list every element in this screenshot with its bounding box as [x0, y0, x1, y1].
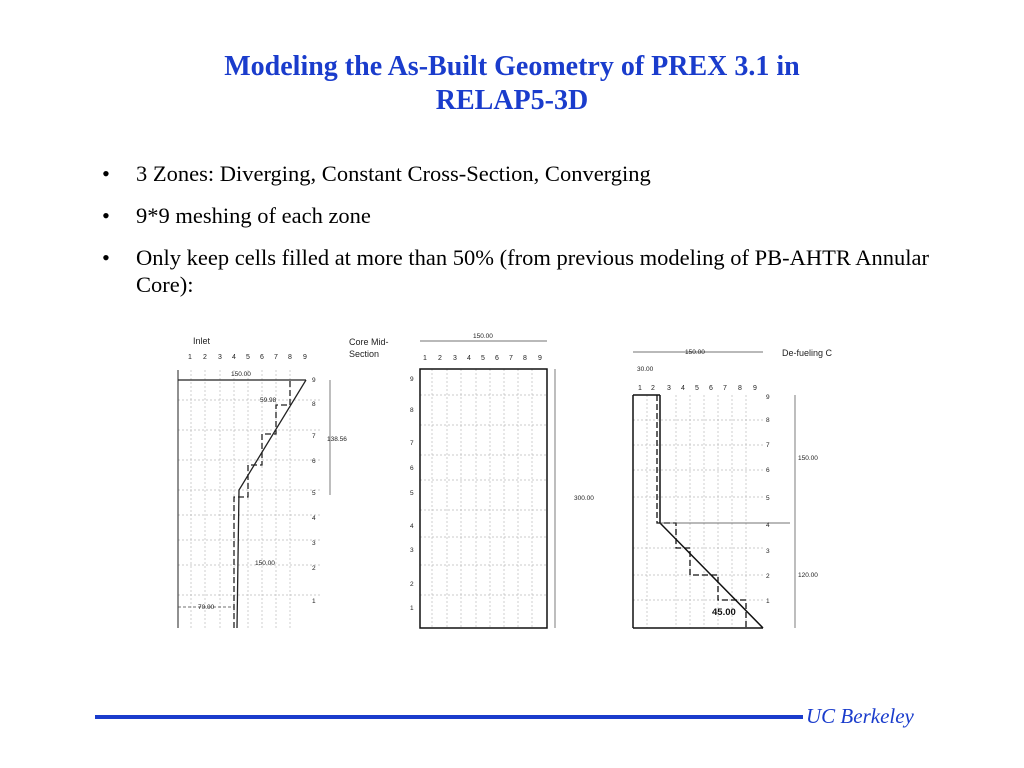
row-label: 8 — [410, 407, 414, 414]
col-label: 5 — [481, 355, 485, 362]
title-line-2: RELAP5-3D — [435, 85, 589, 116]
defuel-grid — [633, 395, 763, 628]
row-label: 2 — [312, 565, 316, 572]
mid-outline — [420, 369, 547, 628]
col-label: 1 — [188, 354, 192, 361]
defuel-col-labels — [638, 385, 757, 392]
footer-text: UC Berkeley — [806, 704, 914, 728]
inlet-cone-boundary — [237, 380, 306, 628]
row-label: 8 — [312, 401, 316, 408]
bullet-item: • 3 Zones: Diverging, Constant Cross-Section, Converging — [100, 160, 940, 187]
col-label: 9 — [753, 385, 757, 392]
col-label: 3 — [453, 355, 457, 362]
mid-row-labels — [410, 376, 414, 612]
col-label: 7 — [274, 354, 278, 361]
inlet-figure — [178, 336, 347, 628]
defuel-staircase — [657, 395, 746, 628]
col-label: 1 — [423, 355, 427, 362]
inlet-dim-cone: 59.98 — [260, 397, 277, 404]
row-label: 1 — [766, 598, 770, 605]
col-label: 8 — [523, 355, 527, 362]
footer-rule — [95, 715, 803, 719]
inlet-dim-inner: 70.00 — [198, 604, 215, 611]
col-label: 3 — [667, 385, 671, 392]
col-label: 5 — [246, 354, 250, 361]
row-label: 6 — [766, 467, 770, 474]
col-label: 4 — [681, 385, 685, 392]
mid-heading-line-2: Section — [349, 349, 380, 359]
inlet-row-labels — [312, 377, 316, 605]
row-label: 2 — [766, 573, 770, 580]
row-label: 7 — [410, 440, 414, 447]
col-label: 4 — [467, 355, 471, 362]
mid-dim-height: 300.00 — [574, 495, 594, 502]
inlet-dim-height: 138.56 — [327, 436, 347, 443]
col-label: 2 — [203, 354, 207, 361]
row-label: 5 — [312, 490, 316, 497]
col-label: 2 — [438, 355, 442, 362]
row-label: 6 — [312, 458, 316, 465]
mid-section-figure — [349, 333, 594, 628]
inlet-heading: Inlet — [193, 336, 211, 346]
inlet-grid — [178, 370, 320, 628]
row-label: 9 — [312, 377, 316, 384]
row-label: 3 — [766, 548, 770, 555]
row-label: 7 — [312, 433, 316, 440]
col-label: 7 — [723, 385, 727, 392]
inlet-col-labels — [188, 354, 307, 361]
mid-grid — [420, 369, 547, 628]
col-label: 4 — [232, 354, 236, 361]
col-label: 7 — [509, 355, 513, 362]
defuel-cone-boundary — [660, 395, 763, 628]
defuel-dim-small: 30.00 — [637, 366, 654, 373]
row-label: 9 — [766, 394, 770, 401]
row-label: 4 — [312, 515, 316, 522]
row-label: 5 — [766, 495, 770, 502]
defuel-dim-upper: 150.00 — [798, 455, 818, 462]
mid-col-labels — [423, 355, 542, 362]
col-label: 6 — [495, 355, 499, 362]
row-label: 4 — [766, 522, 770, 529]
defuel-heading: De-fueling C — [782, 348, 833, 358]
row-label: 1 — [410, 605, 414, 612]
col-label: 8 — [738, 385, 742, 392]
row-label: 3 — [410, 547, 414, 554]
col-label: 9 — [303, 354, 307, 361]
bullet-item: • Only keep cells filled at more than 50% (from previous modeling of PB-AHTR Annular Core): — [100, 244, 940, 298]
row-label: 3 — [312, 540, 316, 547]
col-label: 8 — [288, 354, 292, 361]
row-label: 6 — [410, 465, 414, 472]
title-line-1: Modeling the As-Built Geometry of PREX 3.1 in — [224, 51, 800, 82]
col-label: 3 — [218, 354, 222, 361]
col-label: 5 — [695, 385, 699, 392]
inlet-dim-top: 150.00 — [231, 371, 251, 378]
bullet-item: • 9*9 meshing of each zone — [100, 202, 940, 229]
row-label: 1 — [312, 598, 316, 605]
col-label: 1 — [638, 385, 642, 392]
defuel-dim-lower: 120.00 — [798, 572, 818, 579]
col-label: 6 — [709, 385, 713, 392]
mid-heading-line-1: Core Mid- — [349, 337, 389, 347]
row-label: 5 — [410, 490, 414, 497]
inlet-dim-width: 150.00 — [255, 560, 275, 567]
defuel-dim-top: 150.00 — [685, 349, 705, 356]
col-label: 6 — [260, 354, 264, 361]
defuel-row-labels — [766, 394, 770, 605]
mid-dim-top: 150.00 — [473, 333, 493, 340]
row-label: 7 — [766, 442, 770, 449]
col-label: 2 — [651, 385, 655, 392]
defueling-figure — [633, 348, 833, 628]
col-label: 9 — [538, 355, 542, 362]
defuel-dim-angle: 45.00 — [712, 607, 736, 618]
row-label: 2 — [410, 581, 414, 588]
row-label: 8 — [766, 417, 770, 424]
row-label: 9 — [410, 376, 414, 383]
row-label: 4 — [410, 523, 414, 530]
